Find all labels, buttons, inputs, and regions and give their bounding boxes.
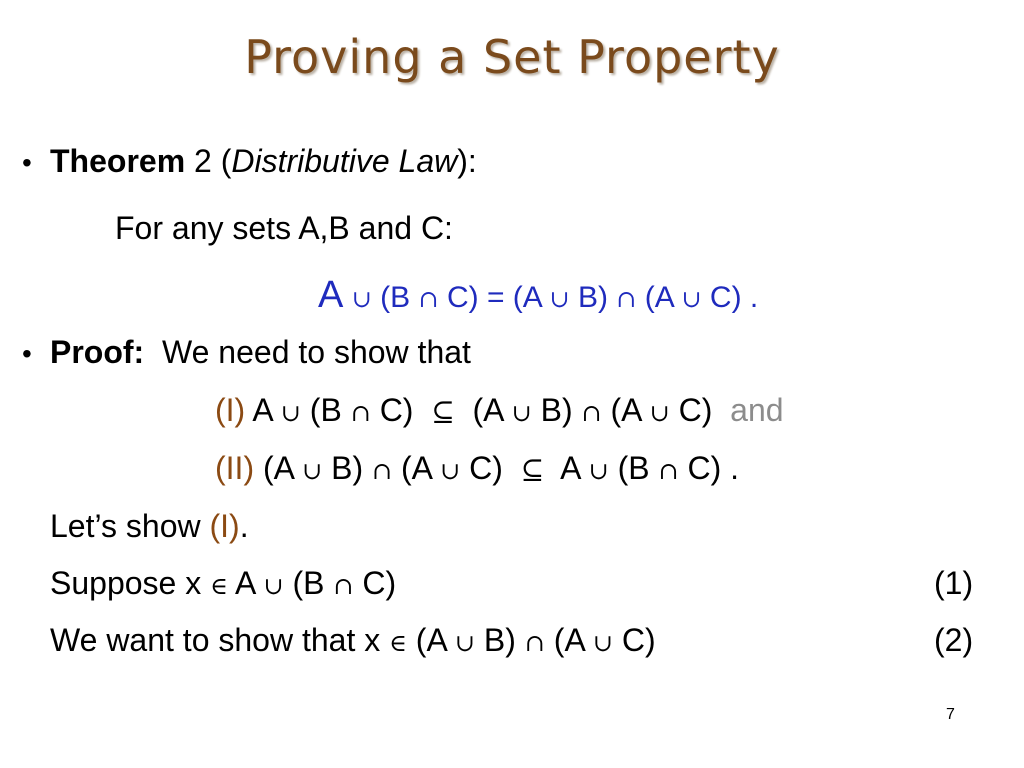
subseteq-icon: ⊆	[520, 453, 545, 486]
claim-part: B)	[540, 392, 573, 428]
proof-label: Proof:	[50, 334, 145, 370]
suppose-part: Suppose x	[50, 565, 202, 601]
element-of-icon: ∈	[389, 629, 407, 657]
intersection-icon: ∩	[350, 399, 371, 427]
suppose-line	[50, 565, 396, 602]
claim-part: (B	[617, 450, 650, 486]
intersection-icon: ∩	[658, 457, 679, 485]
union-icon: ∪	[588, 457, 609, 485]
theorem-number: 2 (	[185, 143, 232, 179]
union-icon: ∪	[511, 399, 532, 427]
claim-part: C)	[678, 392, 713, 428]
claim-part: C) .	[687, 450, 740, 486]
suppose-part: C)	[362, 565, 397, 601]
claim-part: A	[245, 392, 272, 428]
union-icon: ∪	[351, 285, 372, 313]
lets-show-text: Let’s show	[50, 508, 210, 544]
claim-one	[215, 392, 784, 429]
equation-number-2: (2)	[934, 622, 974, 658]
claim-tag: (I)	[215, 392, 246, 428]
intersection-icon: ∩	[372, 457, 393, 485]
subseteq-icon: ⊆	[431, 395, 455, 428]
union-icon: ∪	[263, 572, 284, 600]
intersection-icon: ∩	[524, 629, 545, 657]
element-of-icon: ∈	[210, 572, 228, 600]
union-icon: ∪	[454, 629, 476, 657]
want-part: B)	[483, 622, 516, 658]
claim-part: A	[560, 450, 580, 486]
formula-a: A	[318, 274, 344, 316]
union-icon: ∪	[592, 629, 614, 657]
claim-part: C)	[469, 450, 503, 486]
page-number: 7	[946, 706, 955, 723]
intersection-icon: ∩	[333, 572, 354, 600]
lets-show-ref: (I)	[209, 508, 240, 544]
formula-part: (A	[644, 281, 674, 314]
theorem-line	[50, 143, 477, 180]
bullet-icon: •	[22, 338, 32, 369]
proof-text: We need to show that	[161, 334, 471, 370]
want-line	[50, 622, 656, 659]
union-icon: ∪	[549, 285, 570, 313]
formula-part: B)	[577, 281, 608, 314]
claim-part: (B	[309, 392, 342, 428]
claim-part: C)	[379, 392, 414, 428]
intersection-icon: ∩	[616, 285, 637, 313]
claim-two	[215, 450, 739, 487]
suppose-part: A	[235, 565, 255, 601]
theorem-statement: For any sets A,B and C:	[115, 210, 453, 246]
distributive-formula	[318, 274, 758, 317]
formula-part: C) .	[709, 281, 759, 314]
theorem-label: Theorem	[50, 143, 186, 179]
equation-number-1: (1)	[934, 565, 974, 601]
union-icon: ∪	[280, 399, 301, 427]
union-icon: ∪	[681, 285, 702, 313]
proof-line	[50, 334, 471, 371]
lets-show-line	[50, 508, 249, 545]
want-part: We want to show that x	[50, 622, 381, 658]
intersection-icon: ∩	[418, 285, 439, 313]
intersection-icon: ∩	[581, 399, 602, 427]
lets-show-end: .	[239, 508, 249, 544]
slide-title: Proving a Set Property	[244, 30, 780, 84]
claim-part: (A	[254, 450, 294, 486]
want-part: (A	[415, 622, 447, 658]
claim-tag: (II)	[215, 450, 255, 486]
formula-part: (B	[380, 281, 411, 314]
union-icon: ∪	[440, 457, 461, 485]
want-part: (A	[553, 622, 585, 658]
want-part: C)	[621, 622, 656, 658]
claim-part: (A	[472, 392, 503, 428]
and-word: and	[730, 392, 784, 428]
claim-part: (A	[610, 392, 641, 428]
claim-part: B)	[331, 450, 364, 486]
formula-part: C) = (A	[446, 281, 542, 314]
theorem-name: Distributive Law	[231, 143, 458, 179]
suppose-part: (B	[292, 565, 325, 601]
claim-part: (A	[401, 450, 432, 486]
union-icon: ∪	[302, 457, 323, 485]
bullet-icon: •	[22, 147, 32, 178]
union-icon: ∪	[649, 399, 670, 427]
theorem-close: ):	[457, 143, 477, 179]
